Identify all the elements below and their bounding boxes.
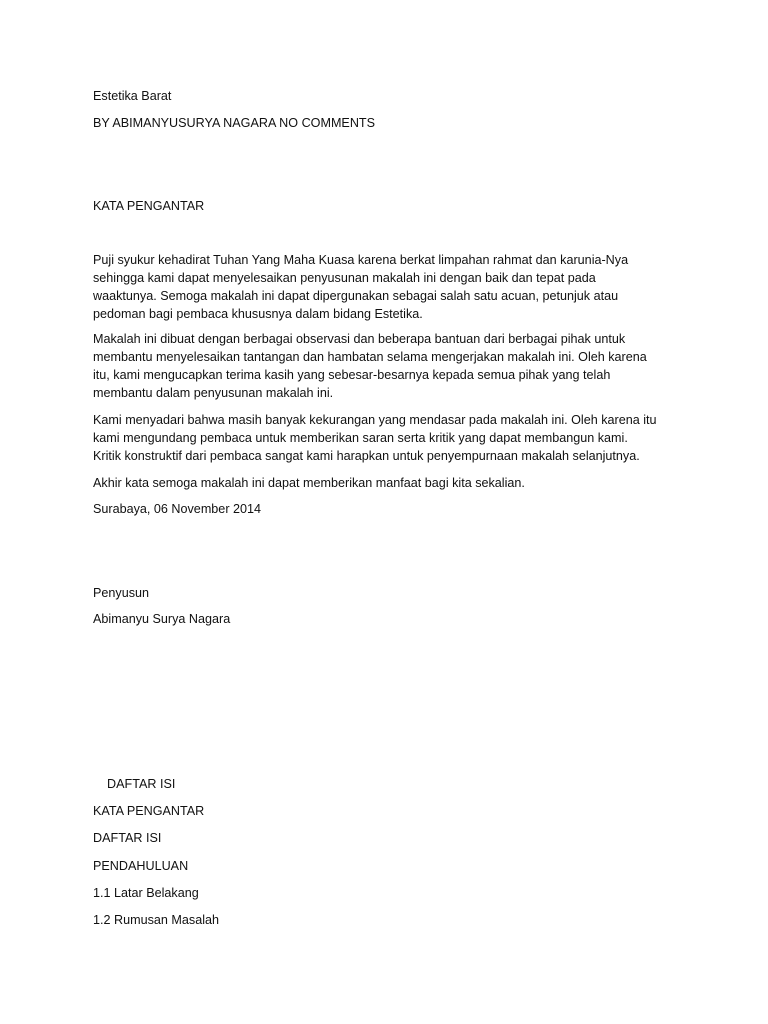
- toc-item: PENDAHULUAN: [93, 859, 189, 873]
- paragraph-line: membantu dalam penyusunan makalah ini.: [93, 386, 334, 400]
- paragraph-line: pedoman bagi pembaca khususnya dalam bidang Estetika.: [93, 307, 423, 321]
- paragraph-line: kami mengundang pembaca untuk memberikan saran serta kritik yang dapat membangun kami.: [93, 431, 628, 445]
- place-date: Surabaya, 06 November 2014: [93, 502, 262, 516]
- signoff-label: Penyusun: [93, 586, 150, 600]
- toc-item: 1.1 Latar Belakang: [93, 886, 199, 900]
- paragraph-line: Akhir kata semoga makalah ini dapat memberikan manfaat bagi kita sekalian.: [93, 476, 525, 490]
- preface-paragraph-4: [93, 474, 683, 492]
- paragraph-line: Kami menyadari bahwa masih banyak kekurangan yang mendasar pada makalah ini. Oleh karena itu: [93, 413, 657, 427]
- preface-paragraph-2: [93, 330, 683, 402]
- toc-item: DAFTAR ISI: [93, 831, 162, 845]
- paragraph-line: sehingga kami dapat menyelesaikan penyusunan makalah ini dengan baik dan tepat pada: [93, 271, 596, 285]
- document-title: Estetika Barat: [93, 89, 172, 103]
- paragraph-line: Makalah ini dibuat dengan berbagai observasi dan beberapa bantuan dari berbagai pihak untuk: [93, 332, 626, 346]
- toc-item: 1.2 Rumusan Masalah: [93, 913, 220, 927]
- toc-heading: DAFTAR ISI: [107, 777, 176, 791]
- paragraph-line: Puji syukur kehadirat Tuhan Yang Maha Kuasa karena berkat limpahan rahmat dan karunia-Nya: [93, 253, 629, 267]
- paragraph-line: itu, kami mengucapkan terima kasih yang sebesar-besarnya kepada semua pihak yang telah: [93, 368, 611, 382]
- paragraph-line: waaktunya. Semoga makalah ini dapat dipergunakan sebagai salah satu acuan, petunjuk atau: [93, 289, 619, 303]
- paragraph-line: membantu menyelesaikan tantangan dan hambatan selama mengerjakan makalah ini. Oleh karena: [93, 350, 647, 364]
- paragraph-line: Kritik konstruktif dari pembaca sangat kami harapkan untuk penyempurnaan makalah selanjutnya.: [93, 449, 640, 463]
- preface-paragraph-1: [93, 251, 683, 323]
- byline: BY ABIMANYUSURYA NAGARA NO COMMENTS: [93, 116, 376, 130]
- author-name: Abimanyu Surya Nagara: [93, 612, 231, 626]
- preface-paragraph-3: [93, 411, 683, 465]
- toc-item: KATA PENGANTAR: [93, 804, 205, 818]
- preface-heading: KATA PENGANTAR: [93, 199, 205, 213]
